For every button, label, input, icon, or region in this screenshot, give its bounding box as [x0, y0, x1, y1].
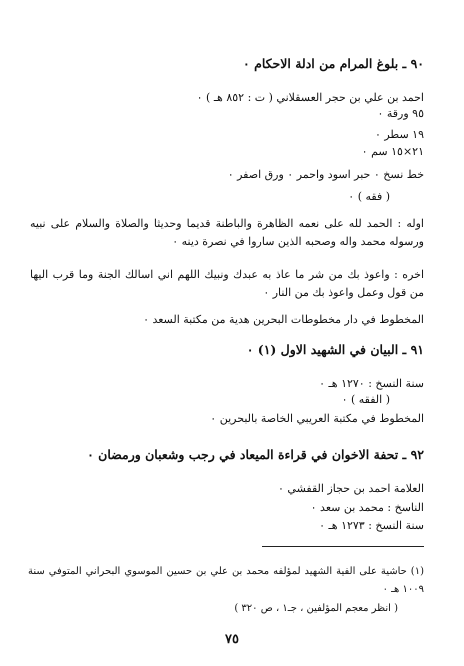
entry-91-heading: ٩١ ـ البيان في الشهيد الاول (١) ٠	[246, 342, 424, 357]
entry-91-location: المخطوط في مكتبة العريبي الخاصة بالبحرين ٠	[210, 412, 424, 425]
entry-90-ending: اخره : واعوذ بك من شر ما عاذ به عبدك ونبيك اللهم اني اسالك الجنة وما قرب اليها من قول وعمل واعوذ بك من النار ٠	[30, 268, 424, 299]
footnote-reference: ( انظر معجم المؤلفين ، جـ١ ، ص ٣٢٠ )	[234, 603, 398, 614]
entry-92-copyist: الناسخ : محمد بن سعد ٠	[310, 501, 424, 514]
entry-90-lines-per-page: ١٩ سطر ٠	[374, 128, 424, 141]
entry-90-subject: ( فقه ) ٠	[348, 190, 390, 203]
entry-90-heading: ٩٠ ـ بلوغ المرام من ادلة الاحكام ٠	[243, 56, 424, 71]
entry-90-opening: اوله : الحمد لله على نعمه الظاهرة والباطنة قديما وحديثا والصلاة والسلام على نبيه ورسوله محمد واله وصحبه الذين ساروا في نصرة دينه ٠	[30, 217, 424, 248]
entry-90-script: خط نسخ ٠ حبر اسود واحمر ٠ ورق اصفر ٠	[227, 168, 424, 181]
entry-90-folios: ٩٥ ورقة ٠	[377, 107, 424, 120]
entry-90-author: احمد بن علي بن حجر العسقلاني ( ت : ٨٥٢ هـ ) ٠	[196, 91, 424, 104]
entry-92-heading: ٩٢ ـ تحفة الاخوان في قراءة الميعاد في رجب وشعبان ورمضان ٠	[87, 447, 424, 462]
footnote-divider	[262, 546, 424, 547]
entry-91-copy-date: سنة النسخ : ١٢٧٠ هـ ٠	[319, 377, 424, 390]
footnote-text: (١) حاشية على الفية الشهيد لمؤلفه محمد بن علي بن حسين الموسوي البحراني المتوفي سنة ١٠٠٩ هـ ٠	[28, 566, 424, 595]
entry-90-dimensions: ٢١×١٥ سم ٠	[361, 145, 424, 158]
page-number: ٧٥	[225, 632, 239, 647]
entry-92-copy-date: سنة النسخ : ١٢٧٣ هـ ٠	[319, 519, 424, 532]
entry-91-subject: ( الفقه ) ٠	[341, 393, 390, 406]
entry-92-author: العلامة احمد بن حجاز القفشي ٠	[278, 482, 424, 495]
entry-90-location: المخطوط في دار مخطوطات البحرين هدية من مكتبة السعد ٠	[143, 313, 424, 326]
